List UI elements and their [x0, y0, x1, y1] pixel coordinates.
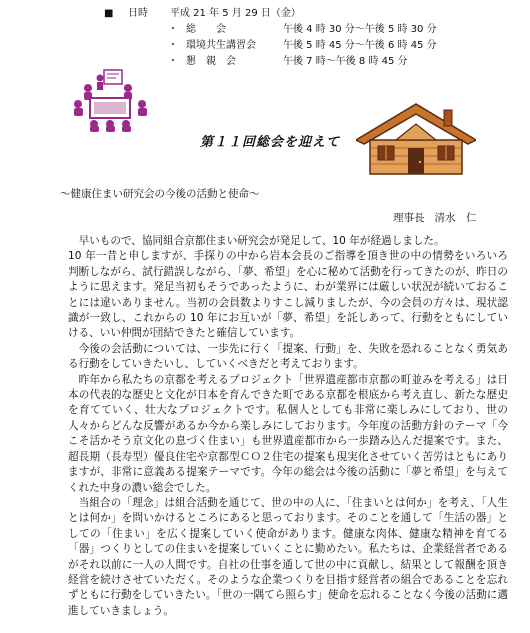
schedule-item-name: 総 会	[186, 24, 226, 35]
article-body	[68, 234, 508, 619]
schedule-item-time: 午後 4 時 30 分～午後 5 時 30 分	[283, 24, 437, 35]
bullet-square-icon: ■	[104, 8, 114, 19]
author-name: 清水 仁	[434, 212, 477, 224]
house-icon	[356, 100, 476, 176]
paragraph: 昨年から私たちの京都を考えるプロジェクト「世界遺産都市京都の町並みを考える」は日本の代表的な歴史と文化が日本を育んできた町である京都を根底から考え直し、新たな歴史を育てていく、壮大なプロジェクトです。私個人としても非常に楽しみにしており、世の人々からどんな反響があるか今から楽しみにしております。今年度の活動方針のテーマ「今こそ活かそう京文化の息づく住まい」も世界遺産都市から一歩踏み込んだ提案です。また、超長期（長寿型）優良住宅や京都型ＣＯ２住宅の提案も現実化させていく苦労はともにありますが、非常に意義ある提案テーマです。今年の総会は今後の活動に「夢と希望」を与えてくれた中身の濃い総会でした。	[68, 373, 508, 494]
page-title: 第１１回総会を迎えて	[199, 135, 340, 150]
bullet-dot-icon: ・	[168, 40, 178, 51]
paragraph: 早いもので、協同組合京都住まい研究会が発足して、10 年が経過しました。	[78, 235, 445, 247]
meeting-table-icon	[70, 68, 154, 132]
subtitle: ～健康住まい研究会の今後の活動と使命～	[60, 188, 260, 200]
schedule-heading: 日時	[128, 8, 148, 19]
schedule-date: 平成 21 年 5 月 29 日（金）	[170, 8, 301, 19]
paragraph: 今後の会活動については、一歩先に行く「提案、行動」を、失敗を恐れることなく勇気ある行動をしていきたいし、していくべきだと考えております。	[68, 342, 508, 371]
paragraph: 10 年一昔と申しますが、手探りの中から岩本会長のご指導を頂き世の中の情勢をいろいろ判断しながら、試行錯誤しながら、「夢、希望」を心に秘めて活動を行ってきたのが、昨日のように思えます。発足当初もそうであったように、わが業界には厳しい状況が続いておることには違いありません。当初の会員数よりすこし減りましたが、今の会員の方々は、現状認識が一致し、これからの 10 年にお互いが「夢、希望」を託しあって、行動をともにしていける、いい仲間が団結できたと確信しています。	[68, 250, 508, 340]
schedule-item-time: 午後 7 時～午後 8 時 45 分	[283, 56, 408, 67]
bullet-dot-icon: ・	[168, 56, 178, 67]
schedule-item-name: 環境共生講習会	[186, 40, 256, 51]
bullet-dot-icon: ・	[168, 24, 178, 35]
author-signature	[393, 210, 477, 225]
paragraph: 当組合の「理念」は組合活動を通じて、世の中の人に、「住まいとは何か」を考え、「人生とは何か」を問いかけるところにあると思っております。そのことを通して「生活の器」としての「住まい」を広く提案していく使命があります。健康な肉体、健康な精神を育てる「器」つくりとしての住まいを提案していくことに勤めたい。私たちは、企業経営者であるがそれ以前に一人の人間です。自社の仕事を通して世の中に貢献し、結果として報酬を頂き経営を続けさせていただく。そのような企業つくりを目指す経営者の組合であることを忘れずともに行動をしていきたい。「世の一隅てら照らす」使命を忘れることなく今後の活動に邁進していきましょう。	[68, 496, 508, 617]
schedule-item-name: 懇 親 会	[186, 56, 236, 67]
author-role: 理事長	[393, 212, 425, 224]
schedule-item-time: 午後 5 時 45 分～午後 6 時 45 分	[283, 40, 437, 51]
